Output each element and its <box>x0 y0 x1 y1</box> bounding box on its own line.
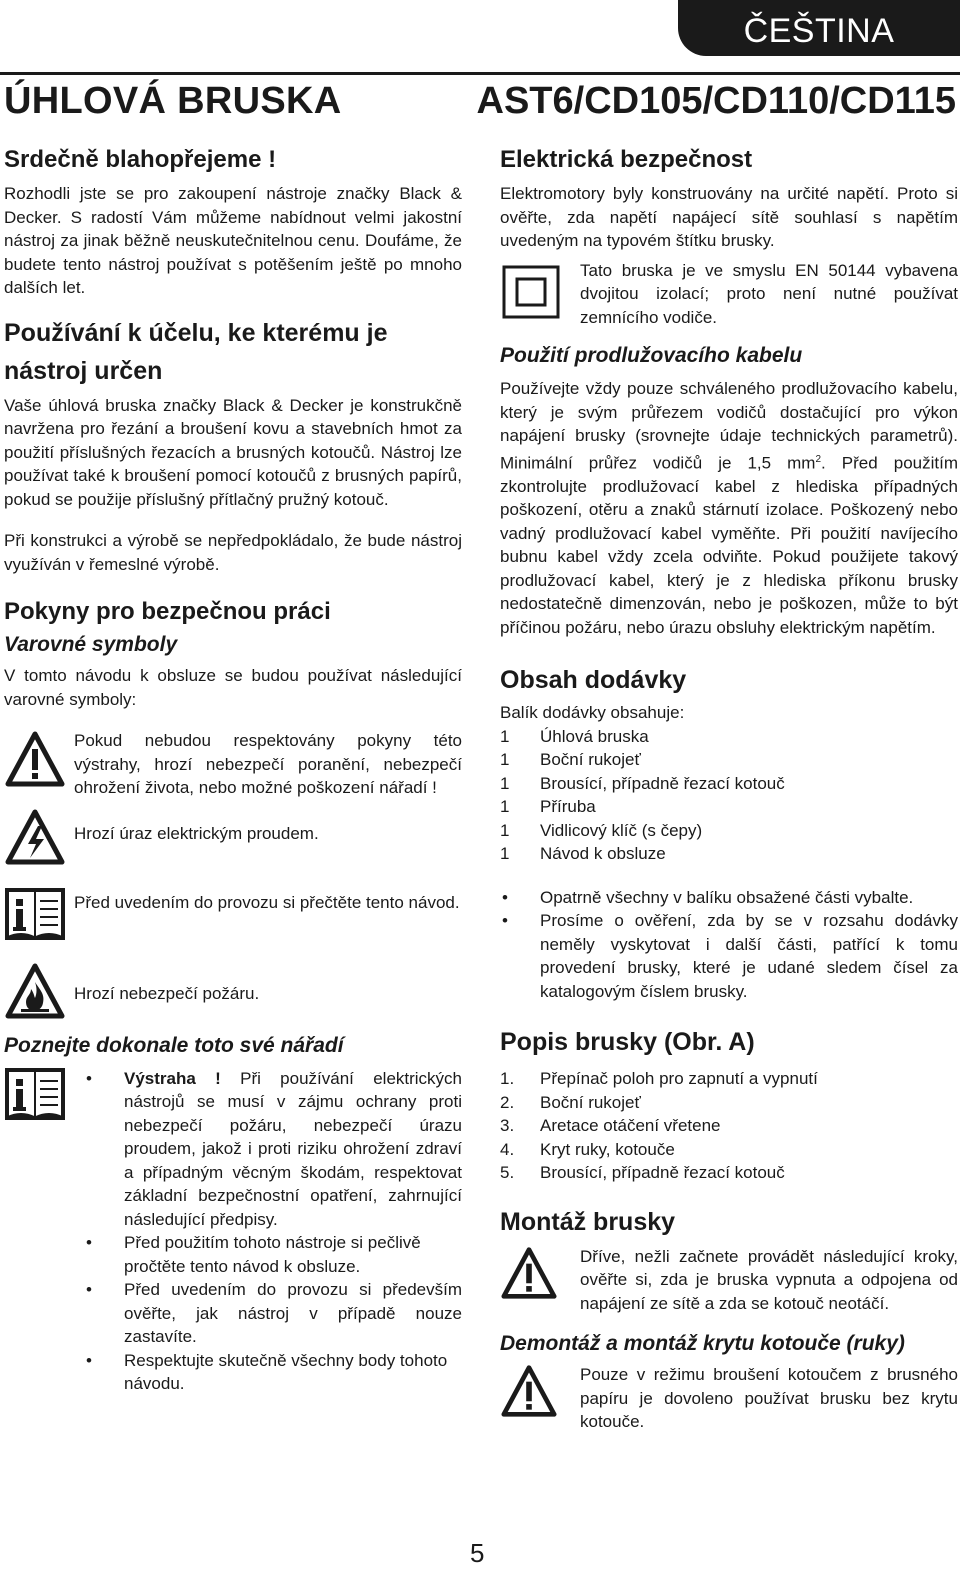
warning-triangle-icon <box>4 729 74 794</box>
list-item: • Prosíme o ověření, zda by se v rozsahu dodávky neměly vyskytovat i další části, patřící k tomu provedení brusky, které je udané sledem čísel za katalogovým číslem brusky. <box>500 909 958 1003</box>
contents-list <box>500 725 958 866</box>
symbol-text: Hrozí nebezpečí požáru. <box>74 983 260 1003</box>
left-column <box>4 140 462 1396</box>
list-item: • Před použitím tohoto nástroje si pečlivě pročtěte tento návod k obsluze. <box>84 1231 462 1278</box>
list-item: • Respektujte skutečně všechny body tohoto návodu. <box>84 1349 462 1396</box>
read-manual-icon <box>4 1067 74 1128</box>
intended-use-text-1: Vaše úhlová bruska značky Black & Decker je konstrukčně navržena pro řezání a broušení kovu a stavebních hmot za použití příslušných řezacích a brusných kotoučů. Nástroj lze používat také k broušení pomocí kotoučů z brusných papírů, pokud se použije příslušný přítlačný pružný kotouč. <box>4 395 462 509</box>
page-title: ÚHLOVÁ BRUSKA <box>4 80 342 122</box>
symbol-row <box>4 729 462 800</box>
list-item-text: Prosíme o ověření, zda by se v rozsahu dodávky neměly vyskytovat i další části, patřící k tomu provedení brusky, které je udané sledem čísel za katalogovým číslem brusky. <box>540 911 958 1001</box>
read-manual-icon <box>4 887 74 948</box>
assembly-heading: Montáž brusky <box>500 1207 676 1236</box>
description-heading: Popis brusky (Obr. A) <box>500 1028 755 1057</box>
safety-heading: Pokyny pro bezpečnou práci <box>4 598 331 625</box>
symbols-intro: V tomto návodu k obsluze se budou používat následující varovné symboly: <box>4 666 462 709</box>
warning-triangle-icon <box>500 1363 580 1424</box>
warning-triangle-icon <box>500 1245 580 1306</box>
list-item: 1 Vidlicový klíč (s čepy) <box>500 820 703 840</box>
list-item: 4. Kryt ruky, kotouče <box>500 1139 675 1159</box>
extension-cable-heading: Použití prodlužovacího kabelu <box>500 344 803 367</box>
list-item: 1 Úhlová bruska <box>500 726 649 746</box>
header-rule <box>0 72 960 75</box>
list-item: 1 Návod k obsluze <box>500 844 666 864</box>
symbols-heading: Varovné symboly <box>4 633 178 656</box>
list-item: • Před uvedením do provozu si především ověřte, jak nástroj v případě nouze zastavíte. <box>84 1278 462 1349</box>
symbol-text: Před uvedením do provozu si přečtěte tento návod. <box>74 892 460 912</box>
contents-heading: Obsah dodávky <box>500 666 687 695</box>
electric-safety-text: Elektromotory byly konstruovány na určité napětí. Proto si ověřte, zda napětí napájecí sítě souhlasí s napětím uvedeným na typovém štítku brusky. <box>500 184 958 250</box>
contents-intro: Balík dodávky obsahuje: <box>500 703 685 723</box>
guard-warning <box>500 1363 958 1434</box>
right-column <box>500 140 958 1434</box>
assembly-warning <box>500 1245 958 1316</box>
model-title: AST6/CD105/CD110/CD115 <box>476 80 956 122</box>
list-item: 3. Aretace otáčení vřetene <box>500 1116 721 1136</box>
list-item-text: Respektujte skutečně všechny body tohoto návodu. <box>124 1350 448 1393</box>
list-item: 1 Příruba <box>500 797 596 817</box>
warning-label: Výstraha ! <box>124 1068 221 1088</box>
list-item-text: Před použitím tohoto nástroje si pečlivě pročtěte tento návod k obsluze. <box>124 1233 421 1276</box>
symbol-row <box>4 887 462 948</box>
symbol-row <box>4 808 462 871</box>
intended-use-text-2: Při konstrukci a výrobě se nepředpokládalo, že bude nástroj využíván v řemeslné výrobě. <box>4 531 462 574</box>
congrats-text: Rozhodli jste se pro zakoupení nástroje značky Black & Decker. S radostí Vám můžeme nabídnout velmi jakostní nástroj za jinak běžně neuskutečnitelnou cenu. Doufáme, že budete tento nástroj používat s potěšením ještě po mnoho dalších let. <box>4 184 462 297</box>
list-item: 1 Boční rukojeť <box>500 750 641 770</box>
list-item: • Opatrně všechny v balíku obsažené části vybalte. <box>500 886 958 910</box>
double-insulation-block <box>500 259 958 330</box>
language-tab: ČEŠTINA <box>678 0 960 56</box>
electric-safety-heading: Elektrická bezpečnost <box>500 146 753 173</box>
symbol-row <box>4 962 462 1025</box>
double-insulation-text: Tato bruska je ve smyslu EN 50144 vybavena dvojitou izolací; proto není nutné používat zemnícího vodiče. <box>580 260 958 327</box>
list-item: 2. Boční rukojeť <box>500 1092 641 1112</box>
contents-notes <box>500 886 958 1004</box>
list-item: • Výstraha ! Při používání elektrických nástrojů se musí v zájmu ochrany proti nebezpečí požáru, nebezpečí úrazu proudem, jakož i proti riziku ohrožení zdraví a případným věcným škodám, respektovat základní bezpečnostní opatření, zahrnující následující předpisy. <box>86 1068 463 1229</box>
assembly-warning-text: Dříve, nežli začnete provádět následující kroky, ověřte si, zda je bruska vypnuta a odpojena od napájení ze sítě a zda se kotouč neotáčí. <box>580 1246 958 1313</box>
list-item-text: Před uvedením do provozu si především ověřte, jak nástroj v případě nouze zastavíte. <box>124 1280 462 1346</box>
double-insulation-icon <box>500 259 580 326</box>
symbol-text: Hrozí úraz elektrickým proudem. <box>74 823 319 843</box>
extension-cable-text: Používejte vždy pouze schváleného prodlužovacího kabelu, který je svým průřezem vodičů dostačující pro výkon napájení brusky (srovnejte údaje technických parametrů). Minimální průřez vodičů je 1,5 $mm^2$. Před použitím zkontrolujte prodlužovací kabel z hlediska případných poškození, otěru a znaků stárnutí izolace. Poškozený nebo vadný prodlužovací kabel vyměňte. Při použití navíjecího bubnu kabel vždy zcela odviňte. Pokud použijete takový prodlužovací kabel, který je z hlediska příkonu brusky nedostatečně dimenzován, nebo je poškozen, může to být příčinou požáru, nebo úrazu obsluhy elektrickým napětím. <box>500 379 958 637</box>
list-item: 1. Přepínač poloh pro zapnutí a vypnutí <box>500 1069 818 1089</box>
fire-hazard-icon <box>4 962 74 1025</box>
description-list <box>500 1067 958 1185</box>
know-tool-heading: Poznejte dokonale toto své nářadí <box>4 1033 344 1057</box>
guard-heading: Demontáž a montáž krytu kotouče (ruky) <box>500 1332 905 1356</box>
list-item: 5. Brousící, případně řezací kotouč <box>500 1163 785 1183</box>
know-tool-block <box>4 1067 462 1396</box>
congrats-heading: Srdečně blahopřejeme ! <box>4 146 277 173</box>
electric-shock-icon <box>4 808 74 871</box>
list-item: 1 Brousící, případně řezací kotouč <box>500 773 785 793</box>
list-item-text: Opatrně všechny v balíku obsažené části vybalte. <box>540 887 914 907</box>
page-number: 5 <box>470 1538 485 1568</box>
symbol-text: Pokud nebudou respektovány pokyny této výstrahy, hrozí nebezpečí poranění, nebezpečí ohrožení života, nebo možné poškození nářadí ! <box>74 731 462 797</box>
guard-warning-text: Pouze v režimu broušení kotoučem z brusného papíru je dovoleno používat brusku bez krytu kotouče. <box>580 1365 958 1432</box>
intended-use-heading: Používání k účelu, ke kterému je nástroj určen <box>4 318 388 385</box>
list-item-text: Při používání elektrických nástrojů se musí v zájmu ochrany proti nebezpečí požáru, nebezpečí úrazu proudem, jakož i proti riziku ohrožení zdraví a případným věcným škodám, respektovat základní bezpečnostní opatření, zahrnující následující předpisy. <box>124 1068 463 1229</box>
